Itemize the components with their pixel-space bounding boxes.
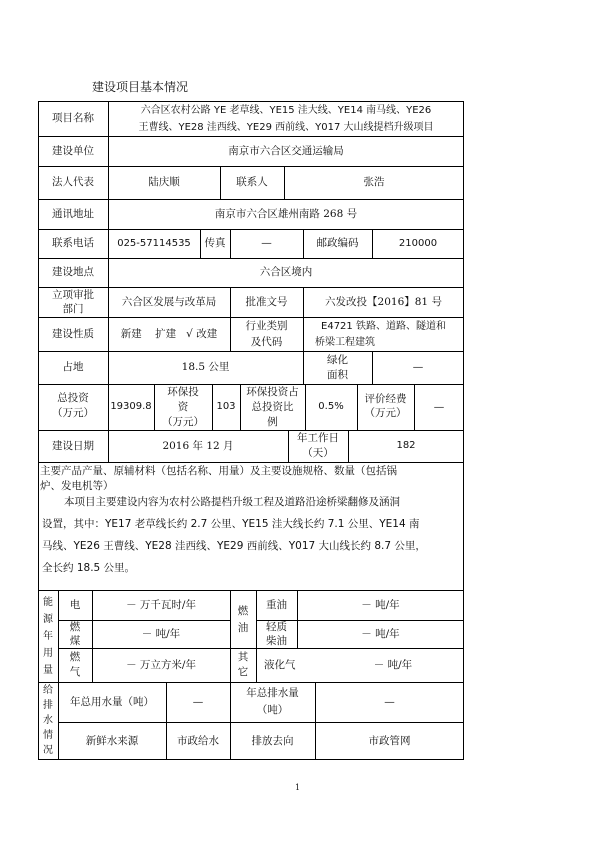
other-label-line1: 其 (237, 651, 249, 663)
fax-label: 传真 (204, 237, 226, 249)
assessment-fee-value: — (433, 400, 445, 413)
page-number: 1 (294, 783, 301, 792)
address-label: 通讯地址 (52, 207, 94, 220)
workday-label-line2: （天） (302, 447, 334, 459)
location-label: 建设地点 (52, 266, 94, 278)
workday-label-line1: 年工作日 (297, 432, 339, 444)
postcode-value: 210000 (398, 237, 438, 249)
industry-value-line2: 桥梁工程建筑 (315, 336, 375, 348)
water-use-label: 年总用水量（吨） (70, 695, 154, 708)
env-ratio-label-line3: 例 (267, 415, 278, 428)
heavy-oil-value: － 吨/年 (361, 598, 400, 611)
other-label-line2: 它 (237, 666, 249, 678)
light-diesel-label-line2: 柴油 (266, 634, 287, 647)
postcode-label: 邮政编码 (316, 237, 359, 249)
builder-label: 建设单位 (52, 144, 94, 157)
total-investment-label-line2: （万元） (52, 407, 94, 419)
schedule-value: 2016 年 12 月 (162, 439, 234, 452)
nature-label: 建设性质 (52, 327, 94, 340)
nature-value: 新建 扩建 √ 改建 (120, 327, 218, 340)
env-investment-label-line3: （万元） (162, 415, 204, 428)
water-use-value: — (192, 695, 204, 708)
total-investment-label-line1: 总投资 (57, 392, 89, 404)
approval-label-line1: 立项审批 (52, 289, 94, 301)
water-source-value: 市政给水 (177, 734, 219, 747)
industry-value-line1: E4721 铁路、道路、隧道和 (321, 320, 446, 332)
workday-value: 182 (396, 440, 416, 451)
env-ratio-label-line1: 环保投资占 (246, 385, 299, 398)
env-investment-label-line2: 资 (177, 400, 189, 413)
total-investment-value: 19309.8 (110, 401, 152, 412)
schedule-label: 建设日期 (52, 439, 94, 452)
products-body-line1: 本项目主要建设内容为农村公路提档升级工程及道路沿途桥梁翻修及涵洞 (64, 496, 400, 508)
legal-rep-value: 陆庆顺 (148, 176, 180, 188)
industry-label-line2: 及代码 (250, 335, 283, 348)
water-discharge-label-line1: 年总排水量 (246, 686, 299, 699)
page-heading: 建设项目基本情况 (92, 80, 189, 94)
legal-rep-label: 法人代表 (52, 176, 94, 188)
contact-label: 联系人 (236, 176, 268, 188)
assessment-fee-label-line2: （万元） (364, 406, 407, 419)
products-header-line1: 主要产品产量、原辅材料（包括名称、用量）及主要设施规格、数量（包括锅 (40, 464, 397, 477)
energy-section-label: 能 源 年 用 量 (43, 597, 53, 676)
area-label: 占地 (62, 361, 84, 373)
coal-value: － 吨/年 (141, 627, 181, 640)
approval-doc-value: 六发改投【2016】81 号 (325, 295, 442, 308)
coal-label-line1: 燃 (69, 620, 81, 633)
water-section-label: 给 排 水 情 况 (43, 685, 53, 756)
location-value: 六合区境内 (259, 266, 313, 278)
fuel-oil-label-line1: 燃 (237, 604, 249, 617)
area-value: 18.5 公里 (181, 361, 230, 373)
products-header-line2: 炉、发电机等） (40, 479, 114, 492)
coal-label-line2: 煤 (69, 634, 81, 647)
approval-doc-label: 批准文号 (245, 295, 288, 308)
products-body-line2: 设置，其中：YE17 老草线长约 2.7 公里、YE15 洼大线长约 7.1 公里、YE14 南 (42, 518, 420, 530)
lpg-value: － 吨/年 (373, 658, 413, 671)
discharge-destination-label: 排放去向 (251, 734, 294, 747)
address-value: 南京市六合区雄州南路 268 号 (214, 207, 358, 220)
env-ratio-value: 0.5% (318, 401, 344, 412)
electricity-value: － 万千瓦时/年 (126, 598, 196, 611)
water-source-label: 新鲜水来源 (85, 734, 139, 747)
discharge-destination-value: 市政管网 (368, 734, 411, 747)
lpg-label: 液化气 (264, 658, 296, 671)
electricity-label: 电 (69, 598, 81, 611)
builder-value: 南京市六合区交通运输局 (228, 144, 344, 157)
green-label-line2: 面积 (327, 368, 348, 381)
approval-dept: 六合区发展与改革局 (121, 295, 217, 308)
phone-label: 联系电话 (52, 237, 94, 249)
approval-label-line2: 部门 (62, 303, 84, 315)
gas-label-line2: 气 (69, 666, 81, 678)
water-discharge-value: — (384, 695, 395, 708)
water-discharge-label-line2: （吨） (256, 703, 289, 716)
fax-value: — (261, 237, 272, 249)
light-diesel-value: － 吨/年 (361, 627, 400, 640)
env-ratio-label-line2: 总投资比 (251, 400, 294, 413)
env-investment-value: 103 (216, 401, 236, 412)
heavy-oil-label: 重油 (266, 598, 287, 611)
light-diesel-label-line1: 轻质 (266, 620, 287, 633)
gas-label-line1: 燃 (69, 651, 81, 663)
industry-label-line1: 行业类别 (245, 319, 288, 332)
project-name-line2: 王曹线、YE28 洼西线、YE29 西前线、Y017 大山线提档升级项目 (138, 121, 434, 133)
project-name-line1: 六合区农村公路 YE 老草线、YE15 洼大线、YE14 南马线、YE26 (140, 104, 432, 116)
products-body-line3: 马线、YE26 王曹线、YE28 洼西线、YE29 西前线、Y017 大山线长约 8.7 公里， (42, 540, 426, 552)
contact-value: 张浩 (363, 176, 385, 188)
gas-value: － 万立方米/年 (126, 658, 196, 671)
project-name-label: 项目名称 (52, 112, 94, 124)
phone-value: 025-57114535 (117, 237, 191, 249)
assessment-fee-label-line1: 评价经费 (364, 392, 407, 405)
green-label-line1: 绿化 (327, 353, 348, 366)
green-value: — (412, 361, 424, 373)
fuel-oil-label-line2: 油 (237, 621, 249, 634)
env-investment-label-line1: 环保投 (167, 385, 199, 398)
products-body-line4: 全长约 18.5 公里。 (42, 562, 136, 574)
